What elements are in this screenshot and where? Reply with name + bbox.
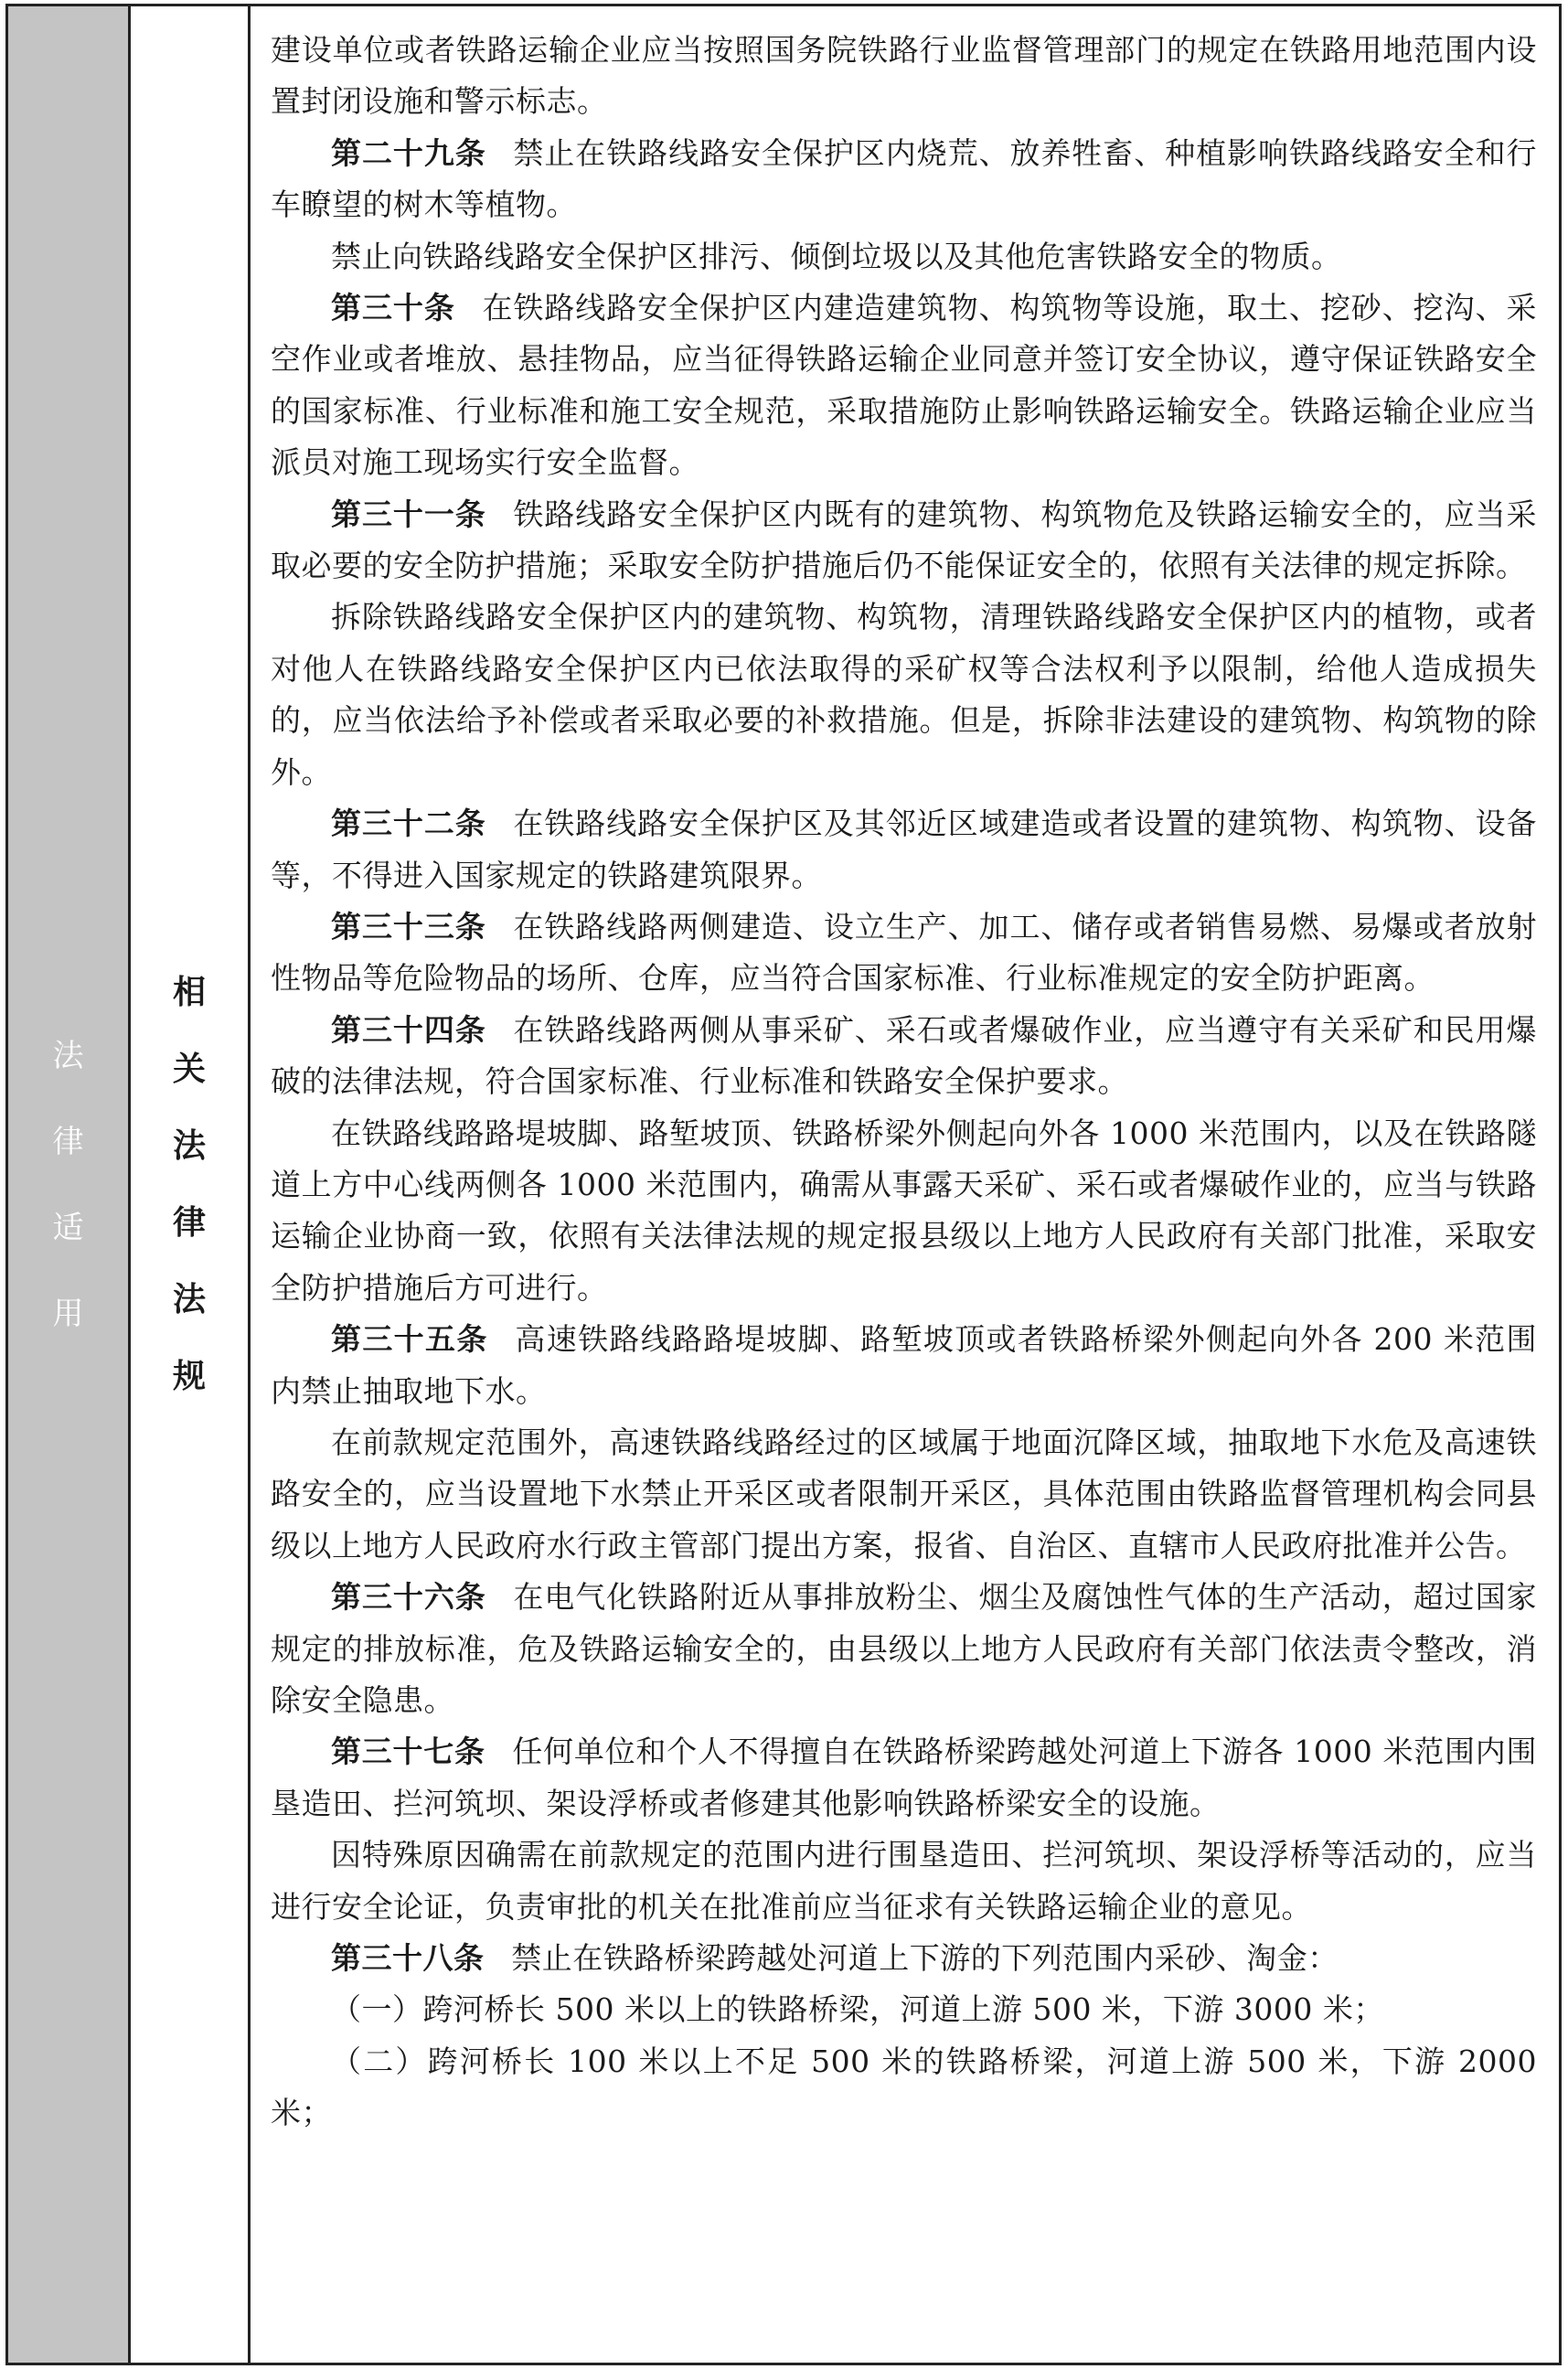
subcategory-column <box>131 6 251 2363</box>
article-paragraph <box>271 1726 1537 1830</box>
paragraph-text: （二）跨河桥长 100 米以上不足 500 米的铁路桥梁，河道上游 500 米，下游 2000 米； <box>271 2043 1537 2131</box>
paragraph-text: （一）跨河桥长 500 米以上的铁路桥梁，河道上游 500 米，下游 3000 米； <box>331 1991 1384 2028</box>
category-char: 法 <box>52 1037 84 1074</box>
article-number: 第三十六条 <box>331 1579 486 1616</box>
clause-paragraph <box>271 25 1537 128</box>
article-number: 第二十九条 <box>331 134 486 171</box>
article-number: 第三十二条 <box>331 806 486 842</box>
article-number: 第三十四条 <box>331 1011 486 1048</box>
category-char: 适 <box>52 1209 84 1246</box>
subcategory-char: 律 <box>172 1203 206 1242</box>
article-paragraph <box>271 489 1537 592</box>
clause-paragraph <box>271 231 1537 283</box>
paragraph-text: 拆除铁路线路安全保护区内的建筑物、构筑物，清理铁路线路安全保护区内的植物，或者对他人在铁路线路安全保护区内已依法取得的采矿权等合法权利予以限制，给他人造成损失的，应当依法给予补偿或者采取必要的补救措施。但是，拆除非法建设的建筑物、构筑物的除外。 <box>271 599 1537 790</box>
paragraph-text: 高速铁路线路路堤坡脚、路堑坡顶或者铁路桥梁外侧起向外各 200 米范围内禁止抽取地下水。 <box>271 1321 1538 1409</box>
article-paragraph <box>271 1572 1537 1726</box>
paragraph-text: 在铁路线路路堤坡脚、路堑坡顶、铁路桥梁外侧起向外各 1000 米范围内，以及在铁路隧道上方中心线两侧各 1000 米范围内，确需从事露天采矿、采石或者爆破作业的，应当与铁路运输企业协商一致，依照有关法律法规的规定报县级以上地方人民政府有关部门批准，采取安全防护措施后方可进行。 <box>271 1115 1537 1306</box>
paragraph-text: 在铁路线路安全保护区及其邻近区域建造或者设置的建筑物、构筑物、设备等，不得进入国家规定的铁路建筑限界。 <box>271 806 1538 893</box>
category-char: 用 <box>52 1295 84 1332</box>
category-label <box>53 1013 84 1357</box>
article-number: 第三十五条 <box>331 1321 488 1358</box>
subcategory-char: 法 <box>172 1126 206 1165</box>
paragraph-text: 建设单位或者铁路运输企业应当按照国务院铁路行业监督管理部门的规定在铁路用地范围内设置封闭设施和警示标志。 <box>271 32 1537 120</box>
article-paragraph <box>271 1005 1537 1108</box>
paragraph-text: 禁止在铁路线路安全保护区内烧荒、放养牲畜、种植影响铁路线路安全和行车瞭望的树木等植物。 <box>271 134 1538 223</box>
article-number: 第三十一条 <box>331 496 486 532</box>
article-paragraph <box>271 1933 1537 1984</box>
article-paragraph <box>271 128 1537 231</box>
paragraph-text: 禁止向铁路线路安全保护区排污、倾倒垃圾以及其他危害铁路安全的物质。 <box>331 238 1342 274</box>
paragraph-text: 禁止在铁路桥梁跨越处河道上下游的下列范围内采砂、淘金： <box>511 1940 1339 1977</box>
category-char: 律 <box>52 1123 84 1160</box>
regulation-table <box>5 4 1562 2365</box>
clause-paragraph <box>271 2036 1537 2140</box>
category-column <box>8 6 131 2363</box>
article-paragraph <box>271 1314 1537 1417</box>
subcategory-char: 法 <box>172 1280 206 1318</box>
clause-paragraph <box>271 592 1537 798</box>
regulation-text-column <box>251 6 1559 2363</box>
article-number: 第三十三条 <box>331 908 486 944</box>
article-number: 第三十七条 <box>331 1734 485 1770</box>
clause-paragraph <box>271 1830 1537 1933</box>
paragraph-text: 在铁路线路两侧建造、设立生产、加工、储存或者销售易燃、易爆或者放射性物品等危险物品的场所、仓库，应当符合国家标准、行业标准规定的安全防护距离。 <box>271 908 1538 997</box>
article-number: 第三十八条 <box>331 1940 485 1977</box>
clause-paragraph <box>271 1417 1537 1572</box>
paragraph-text: 在前款规定范围外，高速铁路线路经过的区域属于地面沉降区域，抽取地下水危及高速铁路安全的，应当设置地下水禁止开采区或者限制开采区，具体范围由铁路监督管理机构会同县级以上地方人民政府水行政主管部门提出方案，报省、自治区、直辖市人民政府批准并公告。 <box>271 1424 1537 1563</box>
clause-paragraph <box>271 1108 1537 1315</box>
subcategory-label <box>173 955 206 1415</box>
article-number: 第三十条 <box>331 290 455 326</box>
paragraph-text: 因特殊原因确需在前款规定的范围内进行围垦造田、拦河筑坝、架设浮桥等活动的，应当进行安全论证，负责审批的机关在批准前应当征求有关铁路运输企业的意见。 <box>271 1837 1537 1925</box>
article-paragraph <box>271 902 1537 1005</box>
subcategory-char: 相 <box>172 973 206 1011</box>
paragraph-text: 在铁路线路两侧从事采矿、采石或者爆破作业，应当遵守有关采矿和民用爆破的法律法规，符合国家标准、行业标准和铁路安全保护要求。 <box>271 1011 1538 1100</box>
paragraph-text: 在电气化铁路附近从事排放粉尘、烟尘及腐蚀性气体的生产活动，超过国家规定的排放标准，危及铁路运输安全的，由县级以上地方人民政府有关部门依法责令整改，消除安全隐患。 <box>271 1579 1538 1718</box>
article-paragraph <box>271 283 1537 489</box>
clause-paragraph <box>271 1984 1537 2035</box>
subcategory-char: 规 <box>172 1357 206 1395</box>
paragraph-text: 铁路线路安全保护区内既有的建筑物、构筑物危及铁路运输安全的，应当采取必要的安全防护措施；采取安全防护措施后仍不能保证安全的，依照有关法律的规定拆除。 <box>271 496 1538 584</box>
article-paragraph <box>271 798 1537 902</box>
subcategory-char: 关 <box>172 1050 206 1088</box>
paragraph-text: 在铁路线路安全保护区内建造建筑物、构筑物等设施，取土、挖砂、挖沟、采空作业或者堆放、悬挂物品，应当征得铁路运输企业同意并签订安全协议，遵守保证铁路安全的国家标准、行业标准和施工安全规范，采取措施防止影响铁路运输安全。铁路运输企业应当派员对施工现场实行安全监督。 <box>271 290 1538 481</box>
paragraph-text: 任何单位和个人不得擅自在铁路桥梁跨越处河道上下游各 1000 米范围内围垦造田、拦河筑坝、架设浮桥或者修建其他影响铁路桥梁安全的设施。 <box>271 1734 1537 1821</box>
